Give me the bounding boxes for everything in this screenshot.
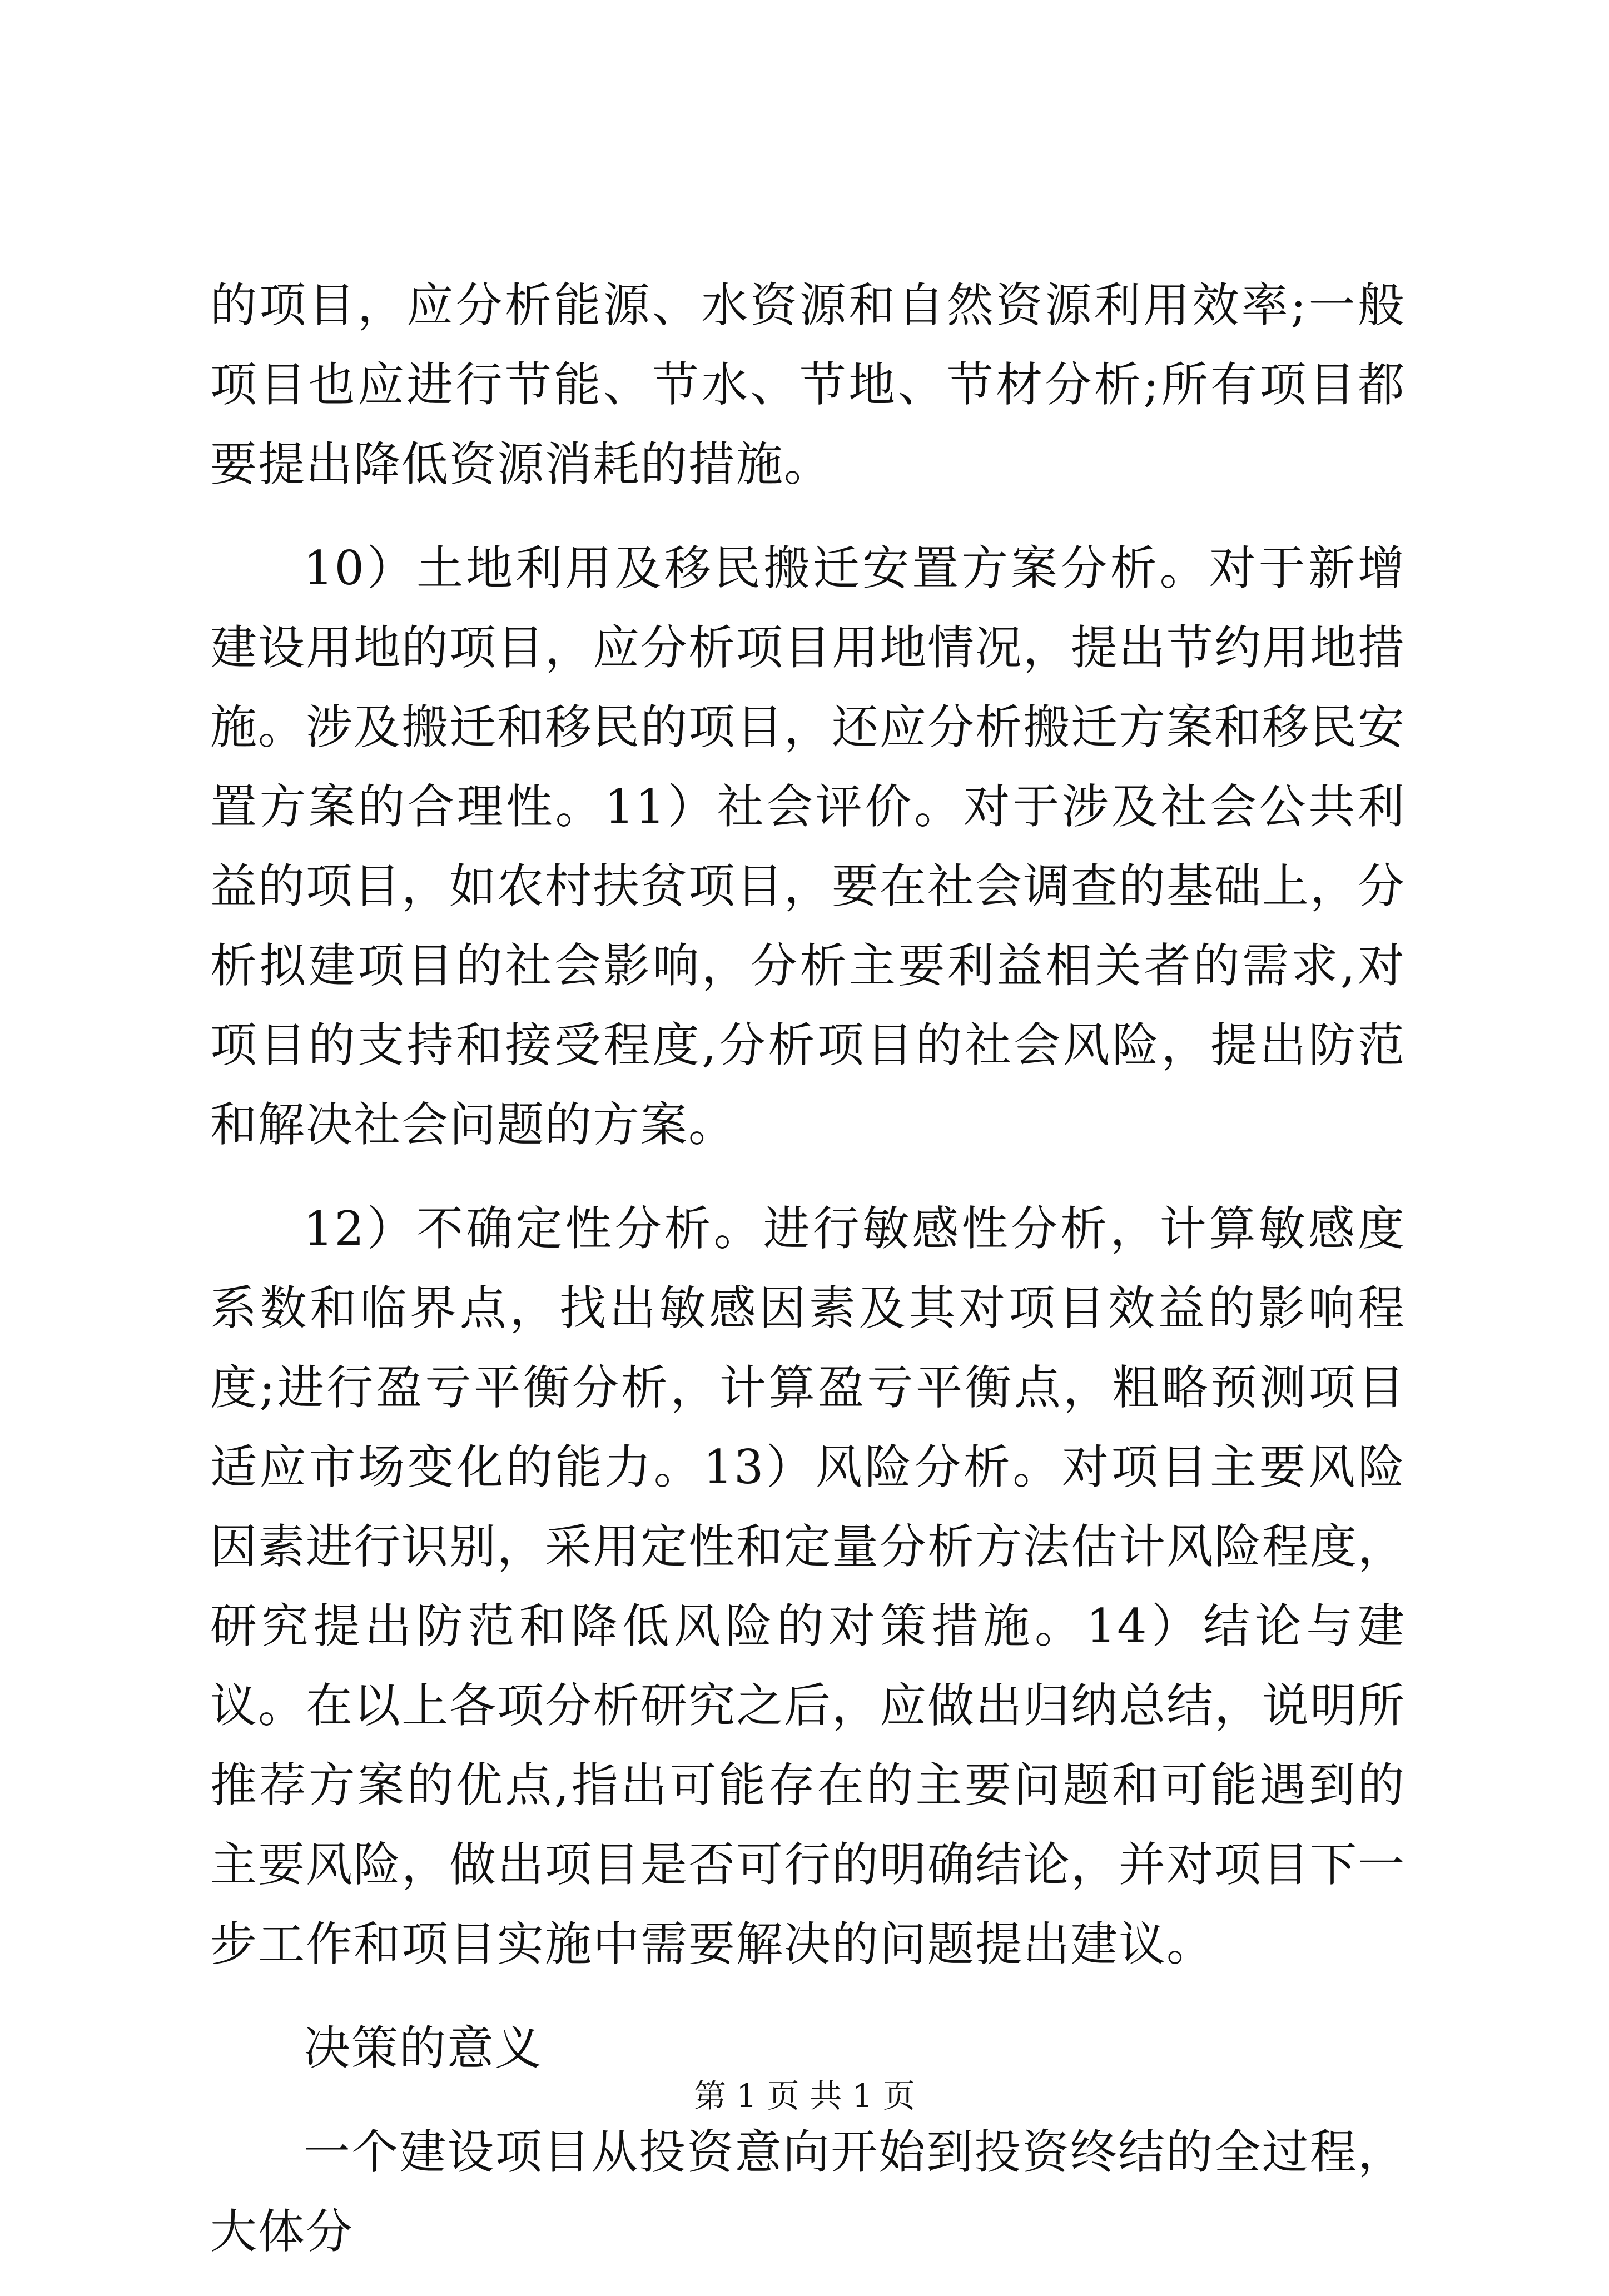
page-number-footer: 第 1 页 共 1 页	[694, 2077, 915, 2115]
document-body	[210, 266, 1406, 2296]
paragraph-uncertainty-risk-conclusion: 12）不确定性分析。进行敏感性分析，计算敏感度系数和临界点，找出敏感因素及其对项目效益的影响程度;进行盈亏平衡分析，计算盈亏平衡点，粗略预测项目适应市场变化的能力。13）风险分析。对项目主要风险因素进行识别，采用定性和定量分析方法估计风险程度，研究提出防范和降低风险的对策措施。14）结论与建议。在以上各项分析研究之后，应做出归纳总结，说明所推荐方案的优点,指出可能存在的主要问题和可能遇到的主要风险，做出项目是否可行的明确结论，并对项目下一步工作和项目实施中需要解决的问题提出建议。	[210, 1201, 1406, 1971]
paragraph-resource-efficiency: 的项目，应分析能源、水资源和自然资源利用效率;一般项目也应进行节能、节水、节地、节材分析;所有项目都要提出降低资源消耗的措施。	[210, 278, 1406, 491]
paragraph-project-lifecycle: 一个建设项目从投资意向开始到投资终结的全过程，大体分	[210, 2125, 1406, 2259]
section-heading-decision-significance: 决策的意义	[304, 2021, 543, 2075]
paragraph-land-use-and-social: 10）土地利用及移民搬迁安置方案分析。对于新增建设用地的项目，应分析项目用地情况，提出节约用地措施。涉及搬迁和移民的项目，还应分析搬迁方案和移民安置方案的合理性。11）社会评价。对于涉及社会公共利益的项目，如农村扶贫项目，要在社会调查的基础上，分析拟建项目的社会影响，分析主要利益相关者的需求,对项目的支持和接受程度,分析项目的社会风险，提出防范和解决社会问题的方案。	[210, 541, 1406, 1152]
